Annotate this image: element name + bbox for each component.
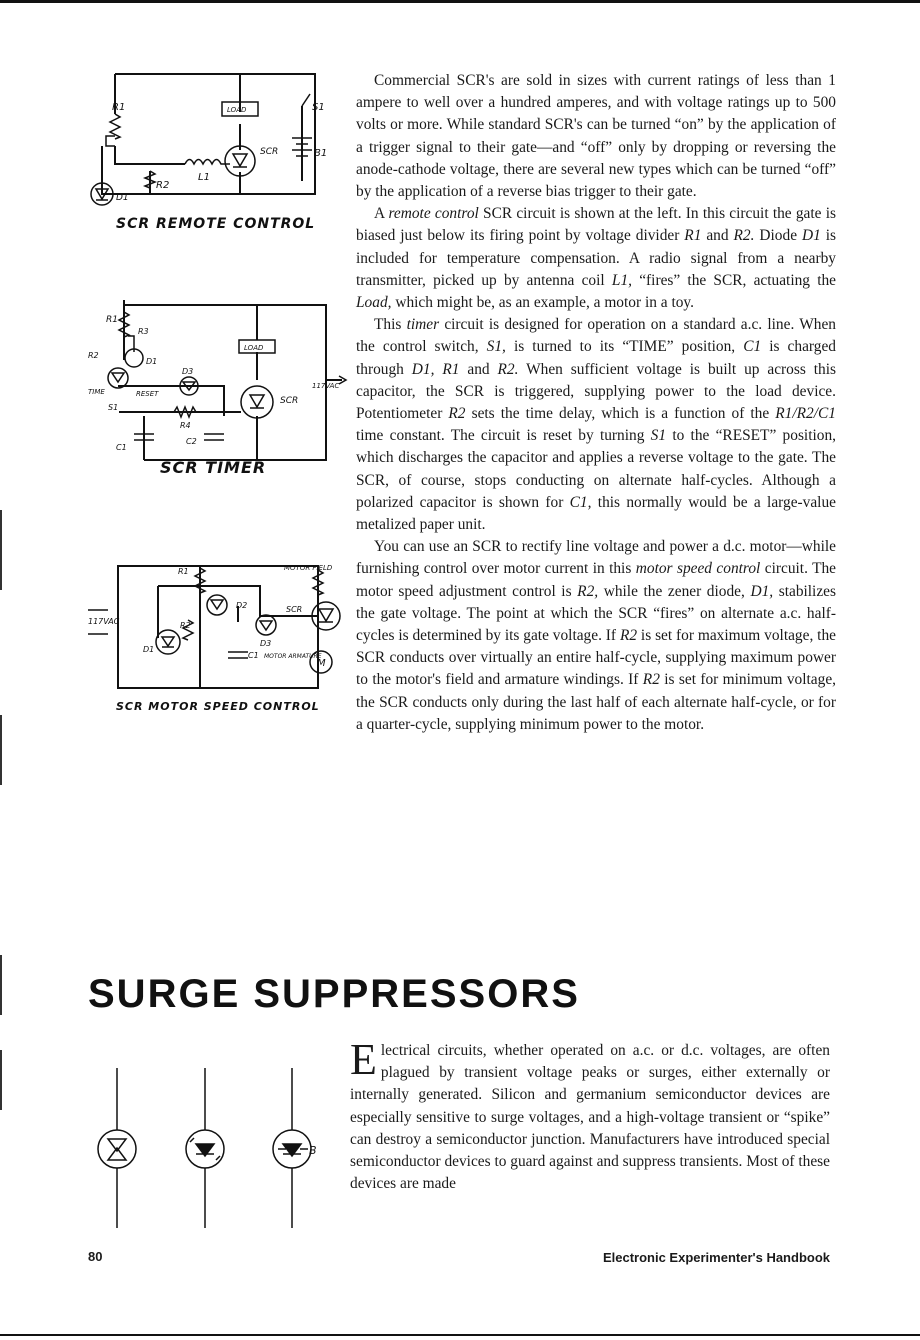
- drop-cap: E: [350, 1035, 377, 1084]
- figure-surge-suppressor-symbols: [80, 1068, 330, 1238]
- schematic-motor-speed: [88, 546, 358, 706]
- label-117vac: 117VAC: [88, 617, 120, 626]
- label-r2: R2: [180, 621, 191, 630]
- label-r4: R4: [180, 421, 191, 430]
- paragraph-motor-speed: You can use an SCR to rectify line voltage and power a d.c. motor—while furnishing control over motor current in this motor speed control circuit. The motor speed adjustment control is R2, while the zener diode, D1, stabilizes the gate voltage. The point at which the SCR “fires” on alternate a.c. half-cycles is determined by its gate voltage. If R2 is set for maximum voltage, the SCR conducts over virtually an entire half-cycle, supplying maximum power to the motor's field and armature windings. If R2 is set for minimum voltage, the SCR conducts only during the last half of each alternate half-cycle, or for a quarter-cycle, supplying minimum power to the motor.: [356, 538, 836, 733]
- paragraph-timer: This timer circuit is designed for operation on a standard a.c. line. When the control switch, S1, is turned to its “TIME” position, C1 is charged through D1, R1 and R2. When sufficient voltage is built up across this capacitor, the SCR is triggered, supplying power to the load device. Potentiometer R2 sets the time delay, which is a function of the R1/R2/C1 time constant. The circuit is reset by turning S1 to the “RESET” position, which discharges the capacitor and applies a reverse voltage to the gate. The SCR, of course, stops conducting on alternate half-cycles. Although a polarized capacitor is shown for C1, this normally would be a large-value metalized paper unit.: [356, 316, 836, 534]
- scr-symbol: [225, 146, 255, 176]
- paragraph-surge-intro: Electrical circuits, whether operated on a.c. or d.c. voltages, are often plagued by transient voltage peaks or surges, either externally or internally generated. Silicon and germanium semiconductor devices are especially sensitive to surge voltages, and a high-voltage transient or “spike” can destroy a semiconductor junction. Manufacturers have introduced special semiconductor devices to guard against and suppress transients. Most of these devices are made: [350, 1035, 830, 1193]
- label-scr: SCR: [286, 605, 303, 614]
- label-d1: D1: [116, 193, 129, 203]
- s1-switch: [302, 94, 310, 106]
- margin-mark: [0, 1050, 2, 1110]
- label-r2: R2: [88, 351, 99, 360]
- figure-scr-motor-speed-control: [88, 546, 358, 713]
- label-motor-field: MOTOR FIELD: [284, 564, 333, 572]
- suppressor-symbol-1: [98, 1068, 136, 1228]
- caption-motor-speed: SCR MOTOR SPEED CONTROL: [116, 700, 320, 713]
- label-time: TIME: [88, 388, 105, 396]
- scr-symbol: [241, 386, 273, 418]
- label-reset: RESET: [136, 390, 159, 398]
- margin-mark: [0, 955, 2, 1015]
- label-b1: B1: [314, 148, 328, 159]
- label-l1: L1: [198, 172, 210, 183]
- l1-coil: [185, 160, 230, 165]
- section-title-surge-suppressors: SURGE SUPPRESSORS: [88, 972, 580, 1016]
- label-c1: C1: [248, 651, 259, 660]
- suppressor-symbol-3: [273, 1068, 311, 1228]
- label-c1: C1: [116, 443, 127, 452]
- c2-capacitor: [204, 434, 224, 440]
- d1-diode: [156, 630, 180, 654]
- label-scr: SCR: [280, 396, 299, 406]
- label-r1: R1: [178, 567, 189, 576]
- label-s1: S1: [108, 403, 119, 412]
- label-motor-armature: MOTOR ARMATURE: [264, 653, 322, 660]
- margin-mark: [0, 510, 2, 590]
- book-title: Electronic Experimenter's Handbook: [602, 1250, 830, 1265]
- label-d1: D1: [146, 357, 158, 366]
- margin-mark: [0, 715, 2, 785]
- caption-timer: SCR TIMER: [160, 458, 267, 477]
- page-number: 80: [88, 1249, 103, 1264]
- article-column: [356, 70, 836, 736]
- label-m: M: [317, 658, 326, 669]
- label-s1: S1: [312, 102, 325, 113]
- d3-diode: [256, 615, 276, 635]
- paragraph-scr-ratings: Commercial SCR's are sold in sizes with current ratings of less than 1 ampere to well over a hundred amperes, and with voltage ratings up to 500 volts or more. While standard SCR's can be turned “on” by the application of a trigger signal to their gate—and “off” only by dropping or reversing the anode-cathode voltage, there are several new types which can be turned “off” by the application of a reverse bias trigger to their gate.: [356, 72, 836, 201]
- label-r1: R1: [112, 102, 126, 113]
- surge-intro-column: [350, 1035, 830, 1195]
- d2-diode: [207, 595, 227, 615]
- label-r3: R3: [138, 327, 149, 336]
- suppressor-symbol-2: [186, 1068, 224, 1228]
- label-117vac: 117VAC: [312, 382, 340, 390]
- surge-symbols-svg: [80, 1068, 330, 1238]
- label-d3: D3: [182, 367, 194, 376]
- c1-capacitor: [228, 652, 248, 658]
- label-c2: C2: [186, 437, 197, 446]
- figure-scr-remote-control: [90, 66, 350, 241]
- label-scr: SCR: [260, 147, 279, 157]
- label-r2: R2: [156, 180, 170, 191]
- bottom-rule: [0, 1334, 920, 1336]
- label-load: LOAD: [244, 344, 264, 352]
- top-rule: [0, 0, 920, 3]
- label-d1: D1: [143, 645, 155, 654]
- caption-remote-control: SCR REMOTE CONTROL: [116, 216, 316, 232]
- label-d3: D3: [260, 639, 272, 648]
- schematic-timer: [84, 300, 354, 480]
- label-load: LOAD: [227, 106, 247, 114]
- paragraph-remote-control: A remote control SCR circuit is shown at the left. In this circuit the gate is biased just below its firing point by voltage divider R1 and R2. Diode D1 is included for temperature compensation. A radio signal from a nearby transmitter, picked up by antenna coil L1, “fires” the SCR, actuating the Load, which might be, as an example, a motor in a toy.: [356, 205, 836, 312]
- schematic-remote-control: [90, 66, 350, 241]
- figure-scr-timer: [84, 300, 354, 480]
- label-d2: D2: [236, 601, 248, 610]
- label-b: B: [309, 1144, 317, 1157]
- label-r1: R1: [106, 315, 118, 325]
